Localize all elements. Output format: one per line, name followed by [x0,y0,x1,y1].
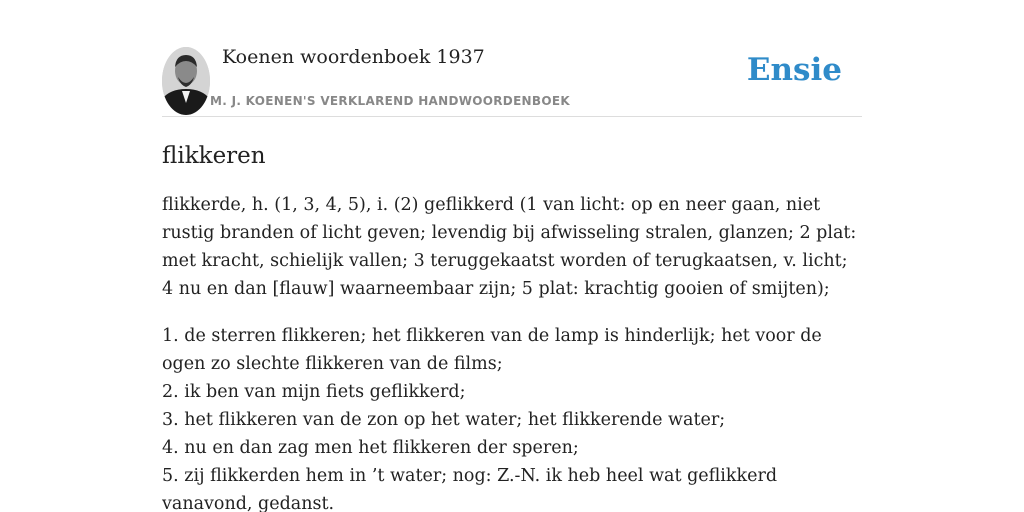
page [162,0,862,512]
examples-list [162,322,862,512]
dictionary-subtitle: M. J. KOENEN'S VERKLAREND HANDWOORDENBOEK [210,94,570,108]
brand-logo-link[interactable]: Ensie [746,52,842,88]
author-portrait-icon [162,47,210,115]
example-item: 1. de sterren flikkeren; het flikkeren van de lamp is hinderlijk; het voor de ogen zo slechte flikkeren van de films; [162,326,822,374]
example-item: 5. zij flikkerden hem in ’t water; nog: Z.-N. ik heb heel wat geflikkerd vanavond, gedanst. [162,466,778,512]
example-item: 2. ik ben van mijn fiets geflikkerd; [162,382,466,402]
dictionary-title[interactable]: Koenen woordenboek 1937 [222,46,485,68]
example-item: 4. nu en dan zag men het flikkeren der speren; [162,438,579,458]
example-item: 3. het flikkeren van de zon op het water; het flikkerende water; [162,410,726,430]
headword: flikkeren [162,143,266,169]
site-header [162,0,862,117]
definition-text: flikkerde, h. (1, 3, 4, 5), i. (2) geflikkerd (1 van licht: op en neer gaan, niet rustig branden of licht geven; levendig bij afwisseling stralen, glanzen; 2 plat: met kracht, schielijk vallen; 3 teruggekaatst worden of terugkaatsen, v. licht; 4 nu en dan [flauw] waarneembaar zijn; 5 plat: krachtig gooien of smijten); [162,195,857,299]
